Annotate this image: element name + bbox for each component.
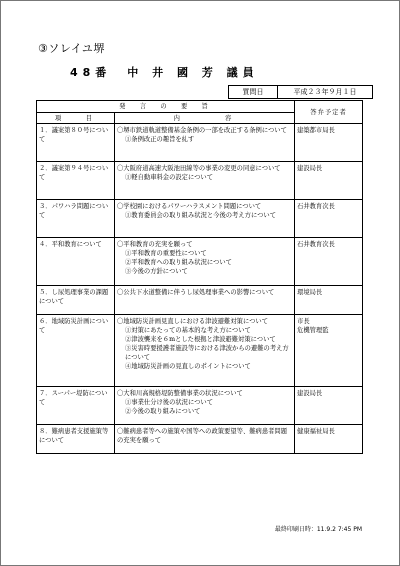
row-content xyxy=(115,315,295,387)
table-row xyxy=(37,425,363,454)
content-topic: 〇公共下水道整備に伴うし尿処理事業への影響について xyxy=(117,289,275,296)
outline-header: 発 言 の 要 旨 xyxy=(37,101,295,113)
content-subpoint: ②今後の取り組みについて xyxy=(125,408,201,415)
question-date-value: 平成２３年９月１日 xyxy=(278,86,373,99)
table-row xyxy=(37,124,363,162)
row-answerer: 市長 危機管理監 xyxy=(295,315,363,387)
row-answerer: 健康福祉局長 xyxy=(295,425,363,454)
row-content xyxy=(115,238,295,286)
content-topic: 〇平和教育の充実を願って xyxy=(117,241,193,248)
row-item: ７．スーパー堤防について xyxy=(37,387,115,425)
row-item: ６．地域防災計画について xyxy=(37,315,115,387)
content-topic: 〇学校園におけるパワーハラスメント問題について xyxy=(117,203,262,210)
table-row xyxy=(37,315,363,387)
outline-rows xyxy=(37,124,363,454)
answerer-header: 答弁予定者 xyxy=(295,101,363,124)
row-answerer: 建築都市局長 xyxy=(295,124,363,162)
content-topic: 〇地域防災計画見直しにおける津波避難対策について xyxy=(117,318,268,325)
row-answerer: 建設局長 xyxy=(295,162,363,200)
print-timestamp: 最終印刷日時：11.9.2 7:45 PM xyxy=(274,526,362,533)
row-item: ５．し尿処理事業の課題について xyxy=(37,286,115,315)
row-content xyxy=(115,200,295,238)
content-subpoint: ①対策にあたっての基本的な考え方について xyxy=(125,327,251,334)
row-item: ２．議案第９４号について xyxy=(37,162,115,200)
row-content xyxy=(115,387,295,425)
content-topic: 〇難病患者等への施策や国等への政策要望等、難病患者問題の充実を願って xyxy=(117,428,288,444)
content-topic: 〇大和川高規格堤防整備事業の状況について xyxy=(117,390,243,397)
district-heading: ③ソレイユ堺 xyxy=(38,42,105,55)
question-date-table xyxy=(228,85,373,99)
row-content xyxy=(115,286,295,315)
table-row xyxy=(37,200,363,238)
content-subpoint: ②平和教育への取り組み状況について xyxy=(125,259,232,266)
row-content xyxy=(115,162,295,200)
content-subpoint: ①事業仕分け後の状況について xyxy=(125,399,214,406)
content-subpoint: ④地域防災計画の見直しのポイントについて xyxy=(125,363,251,370)
item-header: 項 目 xyxy=(37,113,115,124)
content-topic: 〇堺市鉄道軌道整備基金条例の一部を改正する条例について xyxy=(117,127,287,134)
content-subpoint: ③災害時要援護者施設等における津波からの避難の考え方について xyxy=(125,345,289,361)
table-row xyxy=(37,238,363,286)
row-item: ４．平和教育について xyxy=(37,238,115,286)
row-answerer: 石井教育次長 xyxy=(295,200,363,238)
question-date-label: 質問日 xyxy=(229,86,278,99)
content-subpoint: ②津波襲来を６mとした根拠と津波避難対策について xyxy=(125,336,276,343)
table-row xyxy=(37,162,363,200)
row-answerer: 環境局長 xyxy=(295,286,363,315)
row-answerer: 建設局長 xyxy=(295,387,363,425)
content-subpoint: ①条例改正の趣旨を糺す xyxy=(125,136,195,143)
row-item: ８．難病患者支援施策等について xyxy=(37,425,115,454)
row-content xyxy=(115,124,295,162)
content-subpoint: ①教育委員会の取り組み状況と今後の考え方について xyxy=(125,212,276,219)
content-subpoint: ①平和教育の重要性について xyxy=(125,250,207,257)
speech-outline-table xyxy=(36,100,363,454)
row-answerer: 石井教育次長 xyxy=(295,238,363,286)
table-row xyxy=(37,387,363,425)
table-row xyxy=(37,286,363,315)
content-subpoint: ①軽自動車料金の設定について xyxy=(125,174,214,181)
content-subpoint: ③今後の方針について xyxy=(125,268,188,275)
content-topic: 〇大阪府道高速大阪池田線等の事業の変更の同意について xyxy=(117,165,281,172)
row-item: １．議案第８０号について xyxy=(37,124,115,162)
row-item: ３．パワハラ問題について xyxy=(37,200,115,238)
content-header: 内 容 xyxy=(115,113,295,124)
member-heading: 48番 中 井 國 芳 議員 xyxy=(70,66,259,79)
row-content xyxy=(115,425,295,454)
